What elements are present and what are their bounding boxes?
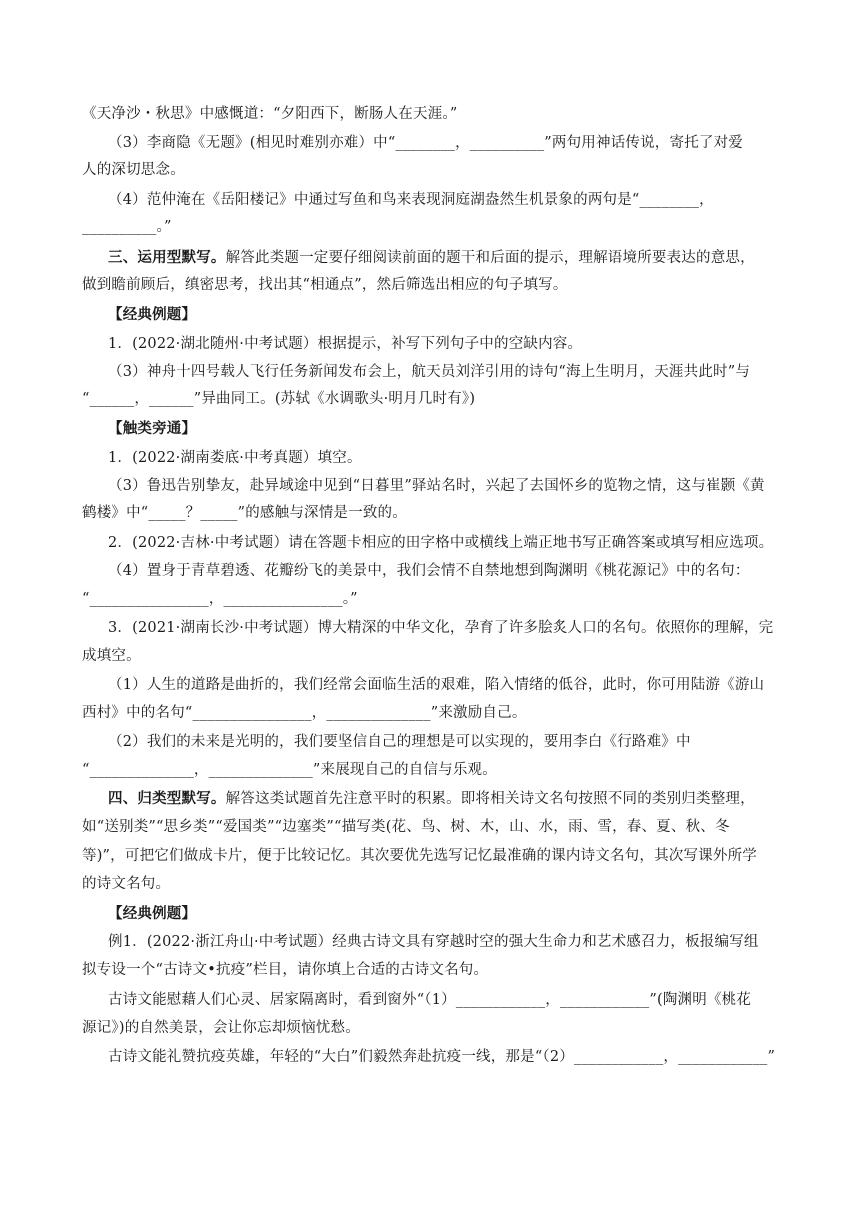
subsection-heading: 【触类旁通】 xyxy=(108,420,197,437)
text-line: __________。” xyxy=(82,219,172,235)
text-line: 拟专设一个“古诗文•抗疫”栏目，请你填上合适的古诗文名句。 xyxy=(82,962,489,978)
text-line: 成填空。 xyxy=(82,648,141,664)
section-heading-paragraph xyxy=(108,789,755,809)
section-heading-paragraph xyxy=(108,248,755,268)
text-line: 做到瞻前顾后，缜密思考，找出其“相通点”，然后筛选出相应的句子填写。 xyxy=(82,277,568,293)
text-line: （4）范仲淹在《岳阳楼记》中通过写鱼和鸟来表现洞庭湖盎然生机景象的两句是“________， xyxy=(108,192,714,208)
text-line: （3）神舟十四号载人飞行任务新闻发布会上，航天员刘洋引用的诗句“海上生明月，天涯共此时”与 xyxy=(108,364,751,380)
text-line: （2）我们的未来是光明的，我们要坚信自己的理想是可以实现的，要用李白《行路难》中 xyxy=(108,734,691,750)
text-line: “________________，________________。” xyxy=(82,591,358,607)
text-line: （3）李商隐《无题》(相见时难别亦难）中“________，__________”两句用神话传说，寄托了对爱 xyxy=(108,135,744,151)
text-line: （4）置身于青草碧透、花瓣纷飞的美景中，我们会情不自禁地想到陶渊明《桃花源记》中的名句： xyxy=(108,563,750,579)
text-line: （1）人生的道路是曲折的，我们经常会面临生活的艰难，陷入情绪的低谷，此时，你可用陆游《游山 xyxy=(108,677,765,693)
text-line: 等)”，可把它们做成卡片，便于比较记忆。其次要优先选写记忆最准确的课内诗文名句，其次写课外所学 xyxy=(82,848,757,864)
question-line: 例1．(2022·浙江舟山·中考试题）经典古诗文具有穿越时空的强大生命力和艺术感召力，板报编写组 xyxy=(108,934,759,950)
text-line: 源记》)的自然美景，会让你忘却烦恼忧愁。 xyxy=(82,1020,360,1036)
question-line: 3．(2021·湖南长沙·中考试题）博大精深的中华文化，孕育了许多脍炙人口的名句。依照你的理解，完 xyxy=(108,620,774,636)
question-line: 2．(2022·吉林·中考试题）请在答题卡相应的田字格中或横线上端正地书写正确答案或填写相应选项。 xyxy=(108,535,774,551)
text-line: “______，______”异曲同工。(苏轼《水调歌头·明月几时有》) xyxy=(82,391,476,407)
text-line: 如“送别类”“思乡类”“爱国类”“边塞类”“描写类(花、鸟、树、木，山、水，雨、雪，春、夏、秋、冬 xyxy=(82,819,730,835)
text-line: 西村》中的名句“________________，______________”来激励自己。 xyxy=(82,705,527,721)
text-line: 古诗文能慰藉人们心灵、居家隔离时，看到窗外“（1）____________，____________”(陶渊明《桃花 xyxy=(108,992,752,1008)
section-text: 解答这类试题首先注意平时的积累。即将相关诗文名句按照不同的类别归类整理， xyxy=(225,791,755,807)
subsection-heading: 【经典例题】 xyxy=(108,306,197,323)
text-line: 的诗文名句。 xyxy=(82,876,171,892)
text-line: 鹤楼》中“_____？_____”的感触与深情是一致的。 xyxy=(82,505,407,521)
question-line: 1．(2022·湖北随州·中考试题）根据提示，补写下列句子中的空缺内容。 xyxy=(108,336,583,352)
section-heading: 四、归类型默写。 xyxy=(108,790,226,807)
text-line: 人的深切思念。 xyxy=(82,162,185,178)
question-line: 1．(2022·湖南娄底·中考真题）填空。 xyxy=(108,450,362,466)
section-text: 解答此类题一定要仔细阅读前面的题干和后面的提示，理解语境所要表达的意思， xyxy=(225,250,755,266)
section-heading: 三、运用型默写。 xyxy=(108,249,226,266)
text-line: 《天净沙・秋思》中感慨道：“夕阳西下，断肠人在天涯。” xyxy=(82,106,458,122)
text-line: （3）鲁迅告别挚友，赴异域途中见到“日暮里”驿站名时，兴起了去国怀乡的览物之情，这与崔颢《黄 xyxy=(108,478,765,494)
text-line: 古诗文能礼赞抗疫英雄，年轻的“大白”们毅然奔赴抗疫一线，那是“（2）____________，____________” xyxy=(108,1049,776,1065)
subsection-heading: 【经典例题】 xyxy=(108,905,197,922)
text-line: “______________，______________”来展现自己的自信与乐观。 xyxy=(82,762,497,778)
